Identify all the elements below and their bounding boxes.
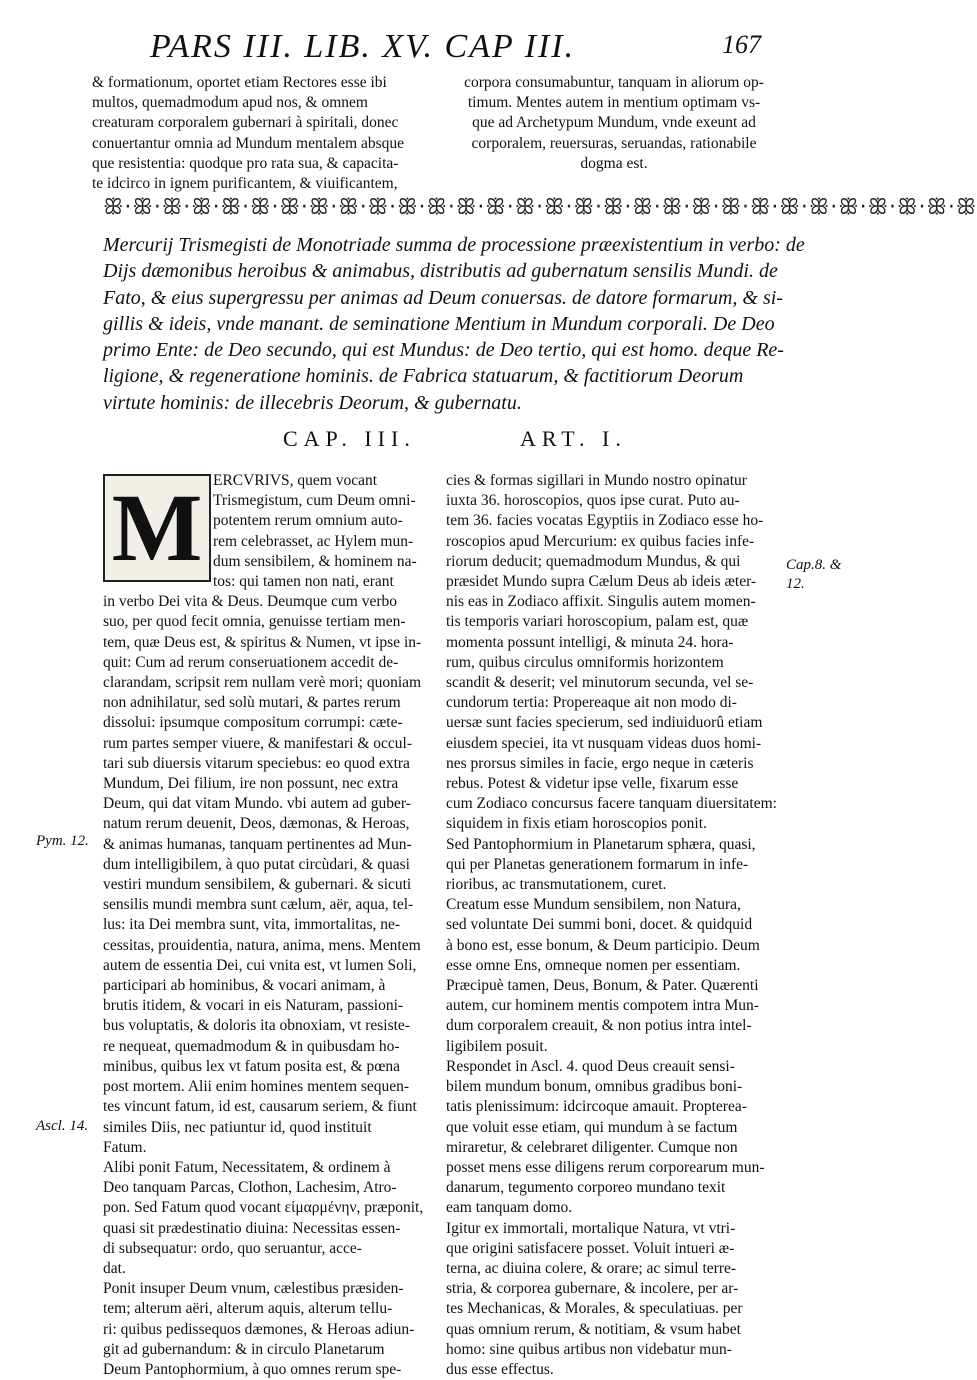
text-line: Respondet in Ascl. 4. quod Deus creauit sensi- bbox=[446, 1057, 735, 1075]
text-line: Igitur ex immortali, mortalique Natura, vt vtri- bbox=[446, 1219, 736, 1237]
text-line: suo, per quod fecit omnia, genuisse tertiam men- bbox=[103, 613, 406, 631]
text-line: nis eas in Zodiaco affixit. Singulis autem momen- bbox=[446, 593, 756, 611]
margin-note-cap-line: 12. bbox=[786, 576, 805, 592]
text-line: Ponit insuper Deum vnum, cælestibus præsiden- bbox=[103, 1280, 404, 1298]
text-line: bus voluptatis, & doloris ita obnoxiam, vt resiste- bbox=[103, 1017, 410, 1035]
text-line: rebus. Potest & videtur ipse velle, fixarum esse bbox=[446, 775, 739, 793]
chapter-heading: CAP. III. bbox=[283, 426, 416, 451]
text-line: re nequeat, quemadmodum & in quibusdam ho- bbox=[103, 1037, 400, 1055]
margin-note-pym: Pym. 12. bbox=[36, 833, 89, 849]
text-line: que ad Archetypum Mundum, vnde exeunt ad bbox=[472, 114, 756, 132]
text-line: uersæ sunt facies specierum, sed indiuiduorû etiam bbox=[446, 714, 763, 732]
text-line: homo: sine quibus artibus non videbatur mun- bbox=[446, 1340, 732, 1358]
text-line: tatis plenissimum: idcircoque amauit. Propterea- bbox=[446, 1098, 747, 1116]
text-line: eam tanquam domo. bbox=[446, 1199, 573, 1217]
text-line: Deum Pantophormium, à quo omnes rerum spe- bbox=[103, 1360, 402, 1378]
text-line: conuertantur omnia ad Mundum mentalem absque bbox=[92, 134, 405, 152]
article-heading: ART. I. bbox=[520, 426, 627, 451]
text-line: que voluit esse etiam, qui mundum à se factum bbox=[446, 1118, 738, 1136]
text-line: corporalem, reuersuras, seruandas, rationabile bbox=[471, 134, 757, 152]
text-line: git ad gubernandum: & in circulo Planetarum bbox=[103, 1340, 385, 1358]
text-line: rum partes semper viuere, & manifestari & occul- bbox=[103, 734, 413, 752]
text-line: riorum deducit; quemadmodum Mundus, & qui bbox=[446, 552, 741, 570]
text-line: dum corporalem creauit, & non potius intra intel- bbox=[446, 1017, 752, 1035]
text-line: Mercurij Trismegisti de Monotriade summa de processione præexistentium in verbo: de bbox=[103, 234, 805, 256]
text-line: qui per Planetas generationem formarum in infe- bbox=[446, 855, 749, 873]
text-line: que origini satisfacere posset. Voluit intueri æ- bbox=[446, 1239, 735, 1257]
text-line: momenta possunt intelligi, & minuta 24. hora- bbox=[446, 633, 734, 651]
text-line: Alibi ponit Fatum, Necessitatem, & ordinem à bbox=[103, 1158, 391, 1176]
text-line: natum rerum deuenit, Deos, dæmonas, & Heroas, bbox=[103, 815, 410, 833]
main-right-column bbox=[446, 471, 782, 1380]
page-number: 167 bbox=[722, 30, 761, 59]
text-line: virtute hominis: de illecebris Deorum, & gubernatu. bbox=[103, 391, 522, 414]
text-line: sensilis mundi membra sunt cælum, aër, aqua, tel- bbox=[103, 896, 414, 914]
text-line: gillis & ideis, vnde manant. de seminatione Mentium in Mundum corporali. De Deo bbox=[103, 312, 775, 335]
text-line: dat. bbox=[103, 1259, 126, 1277]
text-line: tes Mechanicas, & Morales, & speculatiuas. per bbox=[446, 1300, 743, 1318]
text-line: tes vincunt fatum, id est, causarum seriem, & fiunt bbox=[103, 1098, 417, 1116]
text-line: dissolui: ipsumque compositum corrumpi: cæte- bbox=[103, 714, 403, 732]
text-line: creaturam corporalem gubernari à spiritali, donec bbox=[92, 114, 399, 132]
text-line: di subsequatur: ordo, quo seruantur, acce- bbox=[103, 1239, 362, 1257]
text-line: autem, cur hominem mentis compotem intra Mun- bbox=[446, 997, 759, 1015]
text-line: scandit & deserit; vel minutorum secunda, vel se- bbox=[446, 674, 754, 692]
main-left-column bbox=[103, 471, 433, 1380]
text-line: nes prorsus similes in facie, ergo neque in cæteris bbox=[446, 754, 754, 772]
text-line: posset mens esse diligens rerum corporearum mun- bbox=[446, 1158, 765, 1176]
text-line: dum intelligibilem, à quo putat circùdari, & quasi bbox=[103, 855, 410, 873]
text-line: rem celebrasset, ac Hylem mun- bbox=[213, 532, 414, 550]
running-head: PARS III. LIB. XV. CAP III. bbox=[150, 28, 576, 65]
text-line: dogma est. bbox=[580, 154, 648, 172]
drop-cap-letter: M bbox=[111, 474, 203, 581]
top-left-column bbox=[92, 73, 425, 194]
text-line: & formationum, oportet etiam Rectores esse ibi bbox=[92, 74, 387, 91]
text-line: præsidet Mundo supra Cælum Deus ab ideis æter- bbox=[446, 573, 757, 591]
text-line: similes Diis, nec patiuntur id, quod instituit bbox=[103, 1118, 372, 1136]
text-line: in verbo Dei vita & Deus. Deumque cum verbo bbox=[103, 593, 397, 611]
text-line: ERCVRIVS, quem vocant bbox=[213, 472, 378, 489]
text-line: Trismegistum, cum Deum omni- bbox=[213, 492, 416, 510]
text-line: te idcirco in ignem purificantem, & viuificantem, bbox=[92, 175, 398, 193]
text-line: Dijs dæmonibus heroibus & animabus, distributis ad gubernatum sensilis Mundi. de bbox=[103, 260, 778, 283]
text-line: roscopios apud Mercurium: ex quibus facies infe- bbox=[446, 532, 755, 550]
text-line: Sed Pantophormium in Planetarum sphæra, quasi, bbox=[446, 835, 756, 853]
text-line: ligione, & regeneratione hominis. de Fabrica statuarum, & factitiorum Deorum bbox=[103, 365, 744, 388]
text-line: Deo tanquam Parcas, Clothon, Lachesim, Atro- bbox=[103, 1179, 397, 1197]
text-line: tos: qui tamen non nati, erant bbox=[213, 573, 394, 591]
text-line: timum. Mentes autem in mentium optimam vs- bbox=[467, 94, 761, 112]
text-line: cies & formas sigillari in Mundo nostro opinatur bbox=[446, 472, 747, 489]
chapter-summary bbox=[103, 232, 805, 416]
text-line: autem de essentia Dei, cui vnita est, vt lumen Soli, bbox=[103, 956, 417, 974]
text-line: dum sensibilem, & hominem na- bbox=[213, 552, 417, 570]
text-line: rioribus, ac transmutationem, curet. bbox=[446, 876, 667, 894]
text-line: Deum, qui dat vitam Mundo. vbi autem ad guber- bbox=[103, 795, 411, 813]
text-line: participari ab hominibus, & vocari animam, à bbox=[103, 977, 386, 995]
top-right-column bbox=[446, 73, 782, 174]
text-line: rum, quibus circulus omniformis horizontem bbox=[446, 653, 724, 671]
text-line: brutis itidem, & vocari in eis Naturam, passioni- bbox=[103, 997, 404, 1015]
text-line: esse omne Ens, omneque nomen per essentiam. bbox=[446, 956, 741, 974]
text-line: Præcipuè tamen, Deus, Bonum, & Pater. Quærenti bbox=[446, 977, 759, 995]
text-line: multos, quemadmodum apud nos, & omnem bbox=[92, 94, 368, 112]
text-line: sed voluntate Dei summi boni, docet. & quidquid bbox=[446, 916, 753, 934]
text-line: tem 36. facies vocatas Egyptiis in Zodiaco esse ho- bbox=[446, 512, 764, 530]
drop-cap bbox=[103, 474, 211, 582]
text-line: que resistentia: quodque pro rata sua, & capacita- bbox=[92, 154, 399, 172]
text-line: quas omnium rerum, & notitiam, & vsum habet bbox=[446, 1320, 741, 1338]
text-line: dus esse effectus. bbox=[446, 1360, 554, 1378]
text-line: bilem mundum bonum, omnibus gradibus boni- bbox=[446, 1078, 743, 1096]
text-line: vestiri mundum sensibilem, & gubernari. & sicuti bbox=[103, 876, 412, 894]
margin-note-cap-line: Cap.8. & bbox=[786, 557, 842, 573]
text-line: cessitas, prouidentia, natura, anima, mens. Mentem bbox=[103, 936, 421, 954]
text-line: Creatum esse Mundum sensibilem, non Natura, bbox=[446, 896, 741, 914]
text-line: & animas humanas, tanquam pertinentes ad Mun- bbox=[103, 835, 412, 853]
text-line: à bono est, esse bonum, & Deum participio. Deum bbox=[446, 936, 760, 954]
text-line: Mundum, Dei filium, ire non possunt, nec extra bbox=[103, 775, 399, 793]
text-line: quit: Cum ad rerum conseruationem accedit de- bbox=[103, 653, 399, 671]
text-line: non adnihilatur, sed solù mutari, & partes rerum bbox=[103, 694, 401, 712]
text-line: pon. Sed Fatum quod vocant εἱμαρμένην, præponit, bbox=[103, 1199, 424, 1217]
text-line: miraretur, & celebraret diligenter. Cumque non bbox=[446, 1138, 738, 1156]
text-line: potentem rerum omnium auto- bbox=[213, 512, 403, 530]
text-line: eiusdem speciei, ita vt nusquam videas duos homi- bbox=[446, 734, 762, 752]
ornamental-border: ꕥ·ꕥ·ꕥ·ꕥ·ꕥ·ꕥ·ꕥ·ꕥ·ꕥ·ꕥ·ꕥ·ꕥ·ꕥ·ꕥ·ꕥ·ꕥ·ꕥ·ꕥ·ꕥ·ꕥ·ꕥ·ꕥ·ꕥ·ꕥ·ꕥ·ꕥ·ꕥ·ꕥ·ꕥ·ꕥ bbox=[103, 195, 977, 220]
text-line: terna, ac diuina colere, & orare; ac simul terre- bbox=[446, 1259, 737, 1277]
text-line: post mortem. Alii enim homines mentem sequen- bbox=[103, 1078, 410, 1096]
text-line: tem, quæ Deus est, & spiritus & Numen, vt ipse in- bbox=[103, 633, 422, 651]
text-line: cundorum tertia: Propereaque ait non modo di- bbox=[446, 694, 737, 712]
text-line: siquidem in fixis etiam horoscopios ponit. bbox=[446, 815, 707, 833]
text-line: ligibilem posuit. bbox=[446, 1037, 548, 1055]
text-line: corpora consumabuntur, tanquam in aliorum op- bbox=[464, 74, 764, 91]
text-line: ri: quibus pedissequos dæmones, & Heroas adiun- bbox=[103, 1320, 415, 1338]
text-line: cum Zodiaco concursus facere tanquam diuersitatem: bbox=[446, 795, 777, 813]
text-line: Fatum. bbox=[103, 1138, 147, 1156]
text-line: quasi sit prædestinatio diuina: Necessitas essen- bbox=[103, 1219, 401, 1237]
text-line: danarum, tegumento corporeo mundano texit bbox=[446, 1179, 726, 1197]
text-line: stria, & corporea gubernare, & incolere, per ar- bbox=[446, 1280, 739, 1298]
text-line: Fato, & eius supergressu per animas ad Deum conuersas. de datore formarum, & si- bbox=[103, 286, 783, 309]
margin-note-ascl: Ascl. 14. bbox=[36, 1118, 89, 1134]
text-line: primo Ente: de Deo secundo, qui est Mundus: de Deo tertio, qui est homo. deque Re- bbox=[103, 339, 784, 362]
text-line: lus: ita Dei membra sunt, vita, immortalitas, ne- bbox=[103, 916, 401, 934]
text-line: clarandam, scripsit rem nullam verè mori; quoniam bbox=[103, 674, 422, 692]
text-line: tari sub diuersis vitarum speciebus: eo quod extra bbox=[103, 754, 410, 772]
text-line: tis temporis variari horoscopium, palam est, quæ bbox=[446, 613, 749, 631]
text-line: minibus, quibus lex vt fatum posita est, & pœna bbox=[103, 1057, 401, 1075]
margin-note-cap bbox=[786, 556, 841, 594]
text-line: tem; alterum aëri, alterum aquis, alterum tellu- bbox=[103, 1300, 393, 1318]
text-line: iuxta 36. horoscopios, quos ipse curat. Puto au- bbox=[446, 492, 740, 510]
